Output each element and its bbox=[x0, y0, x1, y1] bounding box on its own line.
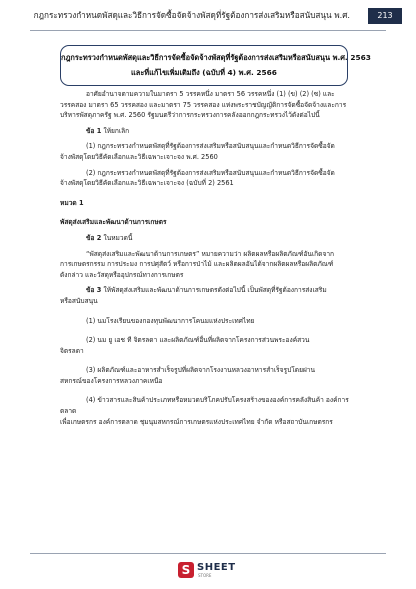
clause-3-item-2-cont: จิตรลดา bbox=[60, 346, 84, 355]
page-header bbox=[0, 0, 416, 34]
sheet-store-logo bbox=[178, 561, 238, 581]
clause-1-item-1: (1) กฎกระทรวงกำหนดพัสดุที่รัฐต้องการส่งเสริมหรือสนับสนุนและกำหนดวิธีการจัดซื้อจัด bbox=[86, 142, 335, 151]
clause-3-item-4-cont: เพื่อเกษตรกร องค์การตลาด ชุมนุมสหกรณ์การเกษตรแห่งประเทศไทย จำกัด หรือสถาบันเกษตรกร bbox=[60, 417, 333, 426]
clause-text: ให้พัสดุส่งเสริมและพัฒนาด้านการเกษตรดังต่อไปนี้ เป็นพัสดุที่รัฐต้องการส่งเสริม bbox=[103, 286, 327, 295]
page-number-badge: 213 bbox=[368, 8, 402, 24]
logo-sub-text: STORE bbox=[198, 573, 212, 578]
preamble-line: วรรคสอง มาตรา 65 วรรคสอง และมาตรา 75 วรรคสอง แห่งพระราชบัญญัติการจัดซื้อจัดจ้างและการ bbox=[60, 100, 347, 109]
document-title-line-2: และที่แก้ไขเพิ่มเติมถึง (ฉบับที่ 4) พ.ศ. 2566 bbox=[131, 68, 277, 77]
clause-text: ในหมวดนี้ bbox=[103, 233, 133, 242]
clause-3-item-3-cont: สหกรณ์ของโครงการหลวงภาคเหนือ bbox=[60, 376, 163, 385]
logo-mark-icon: S bbox=[178, 562, 194, 578]
preamble-line: อาศัยอำนาจตามความในมาตรา 5 วรรคหนึ่ง มาตรา 56 วรรคหนึ่ง (1) (ข) (2) (ซ) และ bbox=[86, 90, 335, 98]
clause-3-item-3: (3) ผลิตภัณฑ์และอาหารสำเร็จรูปที่ผลิตจากโรงงานหลวงอาหารสำเร็จรูปโดยผ่าน bbox=[86, 366, 316, 375]
clause-3 bbox=[60, 285, 362, 296]
definition-line: การเกษตรกรรม การประมง การปศุสัตว์ หรือการป่าไม้ และผลิตผลอันได้จากผลิตผลหรือผลิตภัณฑ์ bbox=[60, 260, 334, 269]
clause-3-cont: หรือสนับสนุน bbox=[60, 296, 98, 305]
chapter-label: หมวด 1 bbox=[60, 198, 84, 207]
clause-1-item-2: (2) กฎกระทรวงกำหนดพัสดุที่รัฐต้องการส่งเสริมหรือสนับสนุนและกำหนดวิธีการจัดซื้อจัด bbox=[86, 168, 335, 177]
clause-label: ข้อ 2 bbox=[86, 233, 102, 242]
clause-3-item-1: (1) นมโรงเรียนของกองทุนพัฒนาการโคนมแห่งประเทศไทย bbox=[86, 316, 255, 325]
clause-3-item-4: (4) ข้าวสารและสินค้าประเภทหรือหมวดบริโภคปรับโครงสร้างขององค์การคลังสินค้า องค์การตลาด bbox=[60, 396, 349, 416]
preamble-line: บริหารพัสดุภาครัฐ พ.ศ. 2560 รัฐมนตรีว่าการกระทรวงการคลังออกกฎกระทรวงไว้ดังต่อไปนี้ bbox=[60, 111, 320, 120]
definition-line: “พัสดุส่งเสริมและพัฒนาด้านการเกษตร” หมายความว่า ผลิตผลหรือผลิตภัณฑ์อันเกิดจาก bbox=[86, 249, 335, 258]
header-divider bbox=[30, 30, 386, 31]
clause-text: ให้ยกเลิก bbox=[103, 126, 130, 135]
clause-label: ข้อ 1 bbox=[86, 126, 102, 135]
clause-1 bbox=[60, 126, 362, 137]
page-footer bbox=[0, 545, 416, 589]
chapter-title: พัสดุส่งเสริมและพัฒนาด้านการเกษตร bbox=[60, 218, 167, 227]
footer-divider bbox=[30, 553, 386, 554]
header-title: กฎกระทรวงกำหนดพัสดุและวิธีการจัดซื้อจัดจ้างพัสดุที่รัฐต้องการส่งเสริมหรือสนับสนุน พ.ศ. bbox=[33, 10, 350, 20]
logo-brand-text: SHEET bbox=[197, 562, 236, 573]
definition-line: ดังกล่าว และวัสดุหรืออุปกรณ์ทางการเกษตร bbox=[60, 270, 184, 279]
document-title-line-1: กฎกระทรวงกำหนดพัสดุและวิธีการจัดซื้อจัดจ้างพัสดุที่รัฐต้องการส่งเสริมหรือสนับสนุน พ.ศ. 2563 bbox=[61, 53, 371, 62]
clause-3-item-2: (2) นม ยู เอช ที จิตรลดา และผลิตภัณฑ์อื่นที่ผลิตจากโครงการส่วนพระองค์สวน bbox=[86, 336, 310, 345]
clause-1-item-1-cont: จ้างพัสดุโดยวิธีคัดเลือกและวิธีเฉพาะเจาะจง พ.ศ. 2560 bbox=[60, 152, 218, 161]
clause-label: ข้อ 3 bbox=[86, 286, 102, 295]
document-title-box bbox=[60, 45, 371, 86]
document-body bbox=[60, 89, 362, 427]
clause-1-item-2-cont: จ้างพัสดุโดยวิธีคัดเลือกและวิธีเฉพาะเจาะจง (ฉบับที่ 2) 2561 bbox=[60, 179, 234, 188]
clause-2 bbox=[60, 233, 362, 244]
